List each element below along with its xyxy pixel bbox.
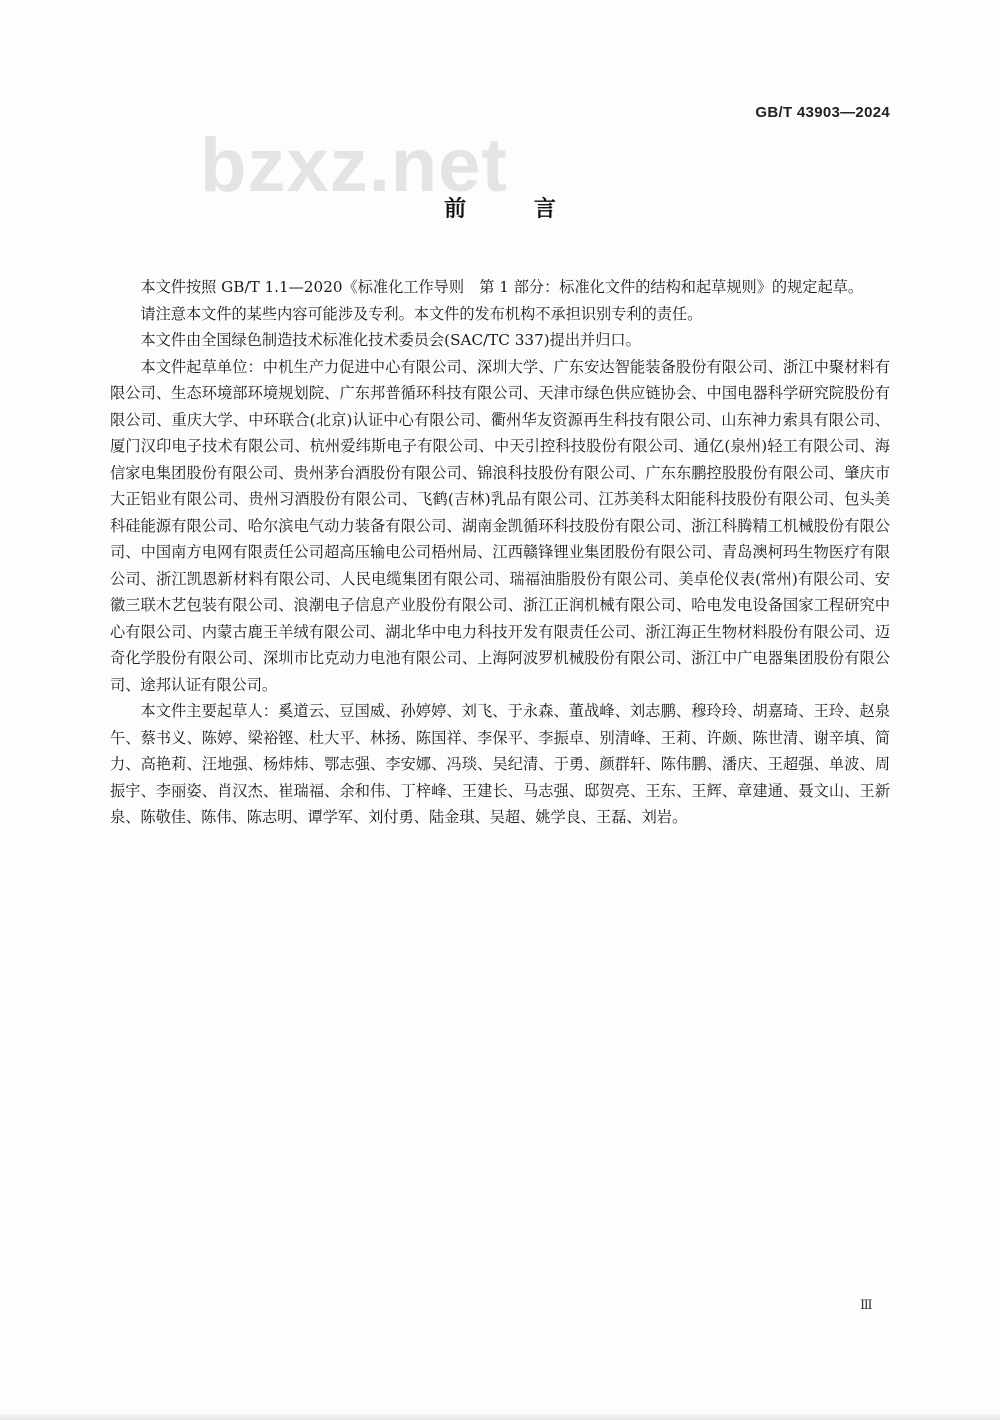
paragraph-drafting-units: 本文件起草单位：中机生产力促进中心有限公司、深圳大学、广东安达智能装备股份有限公司、浙江中聚材料有限公司、生态环境部环境规划院、广东邦普循环科技有限公司、天津市绿色供应链协会、中国电器科学研究院股份有限公司、重庆大学、中环联合(北京)认证中心有限公司、衢州华友资源再生科技有限公司、山东神力索具有限公司、厦门汉印电子技术有限公司、杭州爱纬斯电子有限公司、中天引控科技股份有限公司、通亿(泉州)轻工有限公司、海信家电集团股份有限公司、贵州茅台酒股份有限公司、锦浪科技股份有限公司、广东东鹏控股股份有限公司、肇庆市大正铝业有限公司、贵州习酒股份有限公司、飞鹤(吉林)乳品有限公司、江苏美科太阳能科技股份有限公司、包头美科硅能源有限公司、哈尔滨电气动力装备有限公司、湖南金凯循环科技股份有限公司、浙江科腾精工机械股份有限公司、中国南方电网有限责任公司超高压输电公司梧州局、江西赣锋锂业集团股份有限公司、青岛澳柯玛生物医疗有限公司、浙江凯恩新材料有限公司、人民电缆集团有限公司、瑞福油脂股份有限公司、美卓伦仪表(常州)有限公司、安徽三联木艺包装有限公司、浪潮电子信息产业股份有限公司、浙江正润机械有限公司、哈电发电设备国家工程研究中心有限公司、内蒙古鹿王羊绒有限公司、湖北华中电力科技开发有限责任公司、浙江海正生物材料股份有限公司、迈奇化学股份有限公司、深圳市比克动力电池有限公司、上海阿波罗机械股份有限公司、浙江中广电器集团股份有限公司、途邦认证有限公司。 xyxy=(110,357,890,694)
paragraph-proposer: 本文件由全国绿色制造技术标准化技术委员会(SAC/TC 337)提出并归口。 xyxy=(140,331,641,349)
watermark: bzxz.net xyxy=(200,123,508,208)
paragraph-patent-notice: 请注意本文件的某些内容可能涉及专利。本文件的发布机构不承担识别专利的责任。 xyxy=(140,304,703,323)
standard-number: GB/T 43903—2024 xyxy=(755,104,890,121)
foreword-body xyxy=(110,274,890,831)
page-number: Ⅲ xyxy=(860,1298,873,1313)
paragraph-drafters: 本文件主要起草人：奚道云、豆国威、孙婷婷、刘飞、于永森、董战峰、刘志鹏、穆玲玲、胡嘉琦、王玲、赵泉午、蔡书义、陈婷、梁裕铿、杜大平、林扬、陈国祥、李保平、李振卓、别清峰、王莉、许颇、陈世清、谢辛填、简力、高艳莉、汪地强、杨炜炜、鄂志强、李安娜、冯琰、吴纪清、于勇、颜群轩、陈伟鹏、潘庆、王超强、单波、周振宇、李丽姿、肖汉杰、崔瑞福、余和伟、丁梓峰、王建长、马志强、邸贺亮、王东、王辉、章建通、聂文山、王新泉、陈敬佳、陈伟、陈志明、谭学军、刘付勇、陆金琪、吴超、姚学良、王磊、刘岩。 xyxy=(110,702,890,826)
page-bottom-edge xyxy=(0,1414,1000,1420)
paragraph-drafting-rules: 本文件按照 GB/T 1.1—2020《标准化工作导则 第 1 部分：标准化文件的结构和起草规则》的规定起草。 xyxy=(140,278,864,296)
page-title: 前 言 xyxy=(444,197,586,222)
